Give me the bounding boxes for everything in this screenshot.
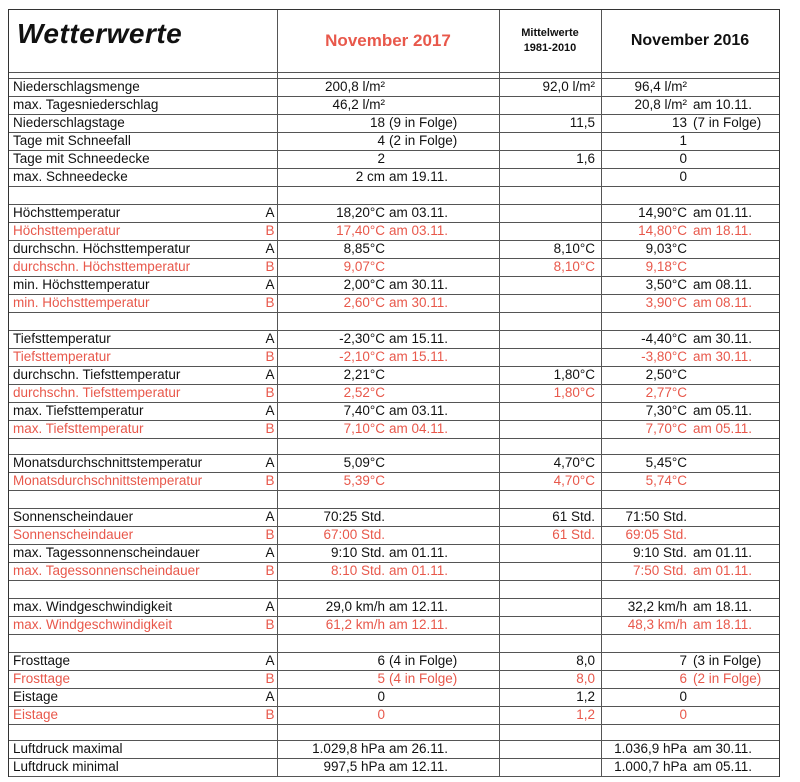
note-2016: am 01.11. [693,563,753,578]
station-code: B [265,223,275,238]
row-divider [9,114,779,115]
station-code: B [265,671,275,686]
table-row [9,348,779,366]
value-2017: 2,60°C [343,295,385,310]
table-row [9,508,779,526]
value-2017: -2,30°C [339,331,385,346]
row-label: min. Höchsttemperatur [13,295,150,310]
note-2017: am 04.11. [389,421,449,436]
table-row [9,670,779,688]
value-2017: 9:10 Std. [330,545,385,560]
note-2017: am 30.11. [389,277,449,292]
value-mittel: 11,5 [569,115,595,130]
row-label: Luftdruck maximal [13,741,123,756]
value-2016: 71:50 Std. [625,509,687,524]
value-2017: 5,09°C [343,455,385,470]
value-2016: 9,18°C [645,259,687,274]
value-2017: 9,07°C [343,259,385,274]
row-divider [9,276,779,277]
row-divider [9,96,779,97]
table-row [9,330,779,348]
value-2017: 18,20°C [336,205,385,220]
station-code: A [265,331,275,346]
value-2017: 200,8 l/m² [324,79,385,94]
row-divider [9,168,779,169]
value-2016: 3,90°C [645,295,687,310]
row-label: durchschn. Höchsttemperatur [13,259,191,274]
table-row [9,562,779,580]
row-label: Niederschlagstage [13,115,125,130]
row-divider [9,258,779,259]
note-2017: (4 in Folge) [389,671,458,686]
value-2016: 2,77°C [645,385,687,400]
value-2017: 4 [377,133,385,148]
value-mittel: 8,10°C [553,259,595,274]
note-2017: am 01.11. [389,563,449,578]
value-2016: 1.000,7 hPa [614,759,687,774]
value-mittel: 8,10°C [553,241,595,256]
header-november-2016: November 2016 [630,32,750,49]
value-mittel: 4,70°C [553,473,595,488]
row-label: max. Windgeschwindigkeit [13,617,173,632]
row-divider [9,150,779,151]
table-row [9,294,779,312]
value-2017: 67:00 Std. [323,527,385,542]
value-2016: 20,8 l/m² [634,97,687,112]
value-2016: 13 [671,115,687,130]
table-row [9,78,779,96]
table-row [9,420,779,438]
value-2017: 2,21°C [343,367,385,382]
note-2016: am 05.11. [693,421,753,436]
station-code: B [265,527,275,542]
value-2017: 2,00°C [343,277,385,292]
row-divider [9,204,779,205]
value-2017: 18 [369,115,385,130]
row-label: Höchsttemperatur [13,223,121,238]
note-2016: am 05.11. [693,403,753,418]
note-2017: (4 in Folge) [389,653,458,668]
note-2017: am 12.11. [389,759,449,774]
table-row [9,384,779,402]
value-2016: 1 [679,133,687,148]
value-2016: 96,4 l/m² [634,79,687,94]
row-label: max. Tagesniederschlag [13,97,159,112]
row-label: Luftdruck minimal [13,759,119,774]
row-label: Tage mit Schneedecke [13,151,150,166]
row-divider [9,688,779,689]
note-2016: (3 in Folge) [693,653,762,668]
row-divider [9,472,779,473]
note-2016: am 18.11. [693,617,753,632]
note-2017: (2 in Folge) [389,133,458,148]
row-divider [9,330,779,331]
table-row [9,544,779,562]
row-divider [9,670,779,671]
row-divider [9,724,779,725]
row-divider [9,740,779,741]
value-2017: 8:10 Std. [330,563,385,578]
station-code: A [265,455,275,470]
station-code: A [265,367,275,382]
value-mittel: 92,0 l/m² [542,79,595,94]
row-divider [9,580,779,581]
row-label: max. Tagessonnenscheindauer [13,545,200,560]
table-row [9,598,779,616]
table-row [9,204,779,222]
value-2016: 0 [679,151,687,166]
table-row [9,688,779,706]
value-mittel: 1,2 [576,689,595,704]
value-2016: 69:05 Std. [625,527,687,542]
header-november-2017: November 2017 [325,31,451,50]
station-code: B [265,473,275,488]
row-divider [9,186,779,187]
value-2016: 5,45°C [645,455,687,470]
value-2016: 7 [679,653,687,668]
note-2016: am 01.11. [693,545,753,560]
row-divider [9,508,779,509]
note-2017: am 03.11. [389,403,449,418]
note-2017: am 19.11. [389,169,449,184]
value-mittel: 8,0 [576,653,595,668]
table-row [9,706,779,724]
value-mittel: 1,80°C [553,367,595,382]
row-label: min. Höchsttemperatur [13,277,150,292]
value-2017: 29,0 km/h [325,599,385,614]
table-row [9,132,779,150]
note-2017: am 15.11. [389,331,449,346]
station-code: B [265,707,275,722]
header-mittelwerte [499,10,601,72]
value-2016: 9:10 Std. [632,545,687,560]
row-label: max. Tiefsttemperatur [13,421,144,436]
row-label: max. Tagessonnenscheindauer [13,563,200,578]
value-mittel: 1,2 [576,707,595,722]
table-row [9,168,779,186]
row-divider [9,598,779,599]
table-row [9,402,779,420]
table-row [9,740,779,758]
table-row [9,526,779,544]
value-2016: 1.036,9 hPa [614,741,687,756]
value-2017: 17,40°C [336,223,385,238]
row-divider [9,634,779,635]
row-divider [9,420,779,421]
value-2016: 7,30°C [645,403,687,418]
row-divider [9,544,779,545]
row-divider [9,402,779,403]
value-2017: 46,2 l/m² [332,97,385,112]
row-divider [9,454,779,455]
value-mittel: 1,6 [576,151,595,166]
note-2017: am 03.11. [389,223,449,238]
value-mittel: 4,70°C [553,455,595,470]
value-2016: 3,50°C [645,277,687,292]
row-divider [9,222,779,223]
value-2016: 5,74°C [645,473,687,488]
value-mittel: 8,0 [576,671,595,686]
row-label: durchschn. Tiefsttemperatur [13,385,181,400]
row-divider [9,526,779,527]
row-divider [9,366,779,367]
station-code: A [265,653,275,668]
row-label: Tiefsttemperatur [13,331,111,346]
row-divider [9,132,779,133]
table-row [9,616,779,634]
row-divider [9,776,779,777]
row-divider [9,78,779,79]
station-code: A [265,277,275,292]
row-label: Monatsdurchschnittstemperatur [13,473,203,488]
note-2017: am 26.11. [389,741,449,756]
note-2016: am 18.11. [693,599,753,614]
note-2016: (7 in Folge) [693,115,762,130]
table-row [9,276,779,294]
note-2016: am 05.11. [693,759,753,774]
row-divider [9,562,779,563]
table-row [9,114,779,132]
row-label: Sonnenscheindauer [13,509,134,524]
note-2016: am 08.11. [693,295,753,310]
weather-table [8,9,780,777]
note-2016: (2 in Folge) [693,671,762,686]
row-label: durchschn. Tiefsttemperatur [13,367,181,382]
row-label: Sonnenscheindauer [13,527,134,542]
value-2017: -2,10°C [339,349,385,364]
header-mittelwerte-line2: 1981-2010 [523,42,577,54]
station-code: B [265,349,275,364]
note-2016: am 30.11. [693,331,753,346]
table-row [9,222,779,240]
value-2016: 7:50 Std. [632,563,687,578]
table-row [9,96,779,114]
value-2016: 6 [679,671,687,686]
row-label: Eistage [13,689,59,704]
table-row [9,366,779,384]
note-2016: am 30.11. [693,741,753,756]
value-2016: -4,40°C [641,331,687,346]
note-2017: am 15.11. [389,349,449,364]
row-divider [9,312,779,313]
value-2016: -3,80°C [641,349,687,364]
row-label: durchschn. Höchsttemperatur [13,241,191,256]
value-2017: 5,39°C [343,473,385,488]
value-2016: 32,2 km/h [627,599,687,614]
table-row [9,652,779,670]
table-row [9,240,779,258]
row-divider [9,240,779,241]
note-2017: am 30.11. [389,295,449,310]
header-mittelwerte-line1: Mittelwerte [521,27,579,39]
value-mittel: 61 Std. [552,527,595,542]
note-2017: am 03.11. [389,205,449,220]
station-code: B [265,295,275,310]
row-label: max. Tiefsttemperatur [13,403,144,418]
value-2016: 9,03°C [645,241,687,256]
row-divider [9,758,779,759]
page-title: Wetterwerte [17,18,183,49]
table-row [9,454,779,472]
note-2017: (9 in Folge) [389,115,458,130]
station-code: A [265,241,275,256]
note-2016: am 01.11. [693,205,753,220]
note-2016: am 18.11. [693,223,753,238]
row-divider [9,652,779,653]
station-code: A [265,599,275,614]
value-2016: 48,3 km/h [627,617,687,632]
note-2016: am 30.11. [693,349,753,364]
row-label: Frosttage [13,671,71,686]
row-label: max. Schneedecke [13,169,128,184]
row-label: Eistage [13,707,59,722]
row-label: Tiefsttemperatur [13,349,111,364]
row-divider [9,438,779,439]
value-2017: 61,2 km/h [325,617,385,632]
note-2017: am 12.11. [389,599,449,614]
header-divider [9,72,779,73]
value-2017: 6 [377,653,385,668]
station-code: A [265,509,275,524]
value-2016: 7,70°C [645,421,687,436]
value-2017: 0 [377,707,385,722]
station-code: B [265,259,275,274]
value-2017: 8,85°C [343,241,385,256]
value-2017: 70:25 Std. [323,509,385,524]
note-2016: am 10.11. [693,97,753,112]
value-mittel: 1,80°C [553,385,595,400]
row-label: Frosttage [13,653,71,668]
row-divider [9,348,779,349]
value-2017: 2 cm [355,169,385,184]
station-code: A [265,689,275,704]
value-2017: 7,40°C [343,403,385,418]
value-2016: 14,90°C [638,205,687,220]
table-row [9,258,779,276]
value-2016: 14,80°C [638,223,687,238]
row-label: Monatsdurchschnittstemperatur [13,455,203,470]
value-2017: 0 [377,689,385,704]
value-2017: 7,10°C [343,421,385,436]
row-divider [9,706,779,707]
value-2017: 2,52°C [343,385,385,400]
value-2017: 2 [377,151,385,166]
station-code: A [265,403,275,418]
row-label: Niederschlagsmenge [13,79,140,94]
table-row [9,758,779,776]
row-label: Tage mit Schneefall [13,133,131,148]
table-row [9,150,779,168]
value-2016: 0 [679,169,687,184]
value-2016: 0 [679,689,687,704]
station-code: B [265,421,275,436]
row-label: max. Windgeschwindigkeit [13,599,173,614]
station-code: B [265,617,275,632]
value-2017: 1.029,8 hPa [312,741,385,756]
row-divider [9,294,779,295]
station-code: B [265,563,275,578]
note-2016: am 08.11. [693,277,753,292]
value-2016: 2,50°C [645,367,687,382]
station-code: A [265,205,275,220]
table-row [9,472,779,490]
row-label: Höchsttemperatur [13,205,121,220]
row-divider [9,490,779,491]
row-divider [9,616,779,617]
value-mittel: 61 Std. [552,509,595,524]
station-code: A [265,545,275,560]
value-2017: 5 [377,671,385,686]
row-divider [9,384,779,385]
station-code: B [265,385,275,400]
note-2017: am 01.11. [389,545,449,560]
note-2017: am 12.11. [389,617,449,632]
value-2016: 0 [679,707,687,722]
value-2017: 997,5 hPa [323,759,385,774]
